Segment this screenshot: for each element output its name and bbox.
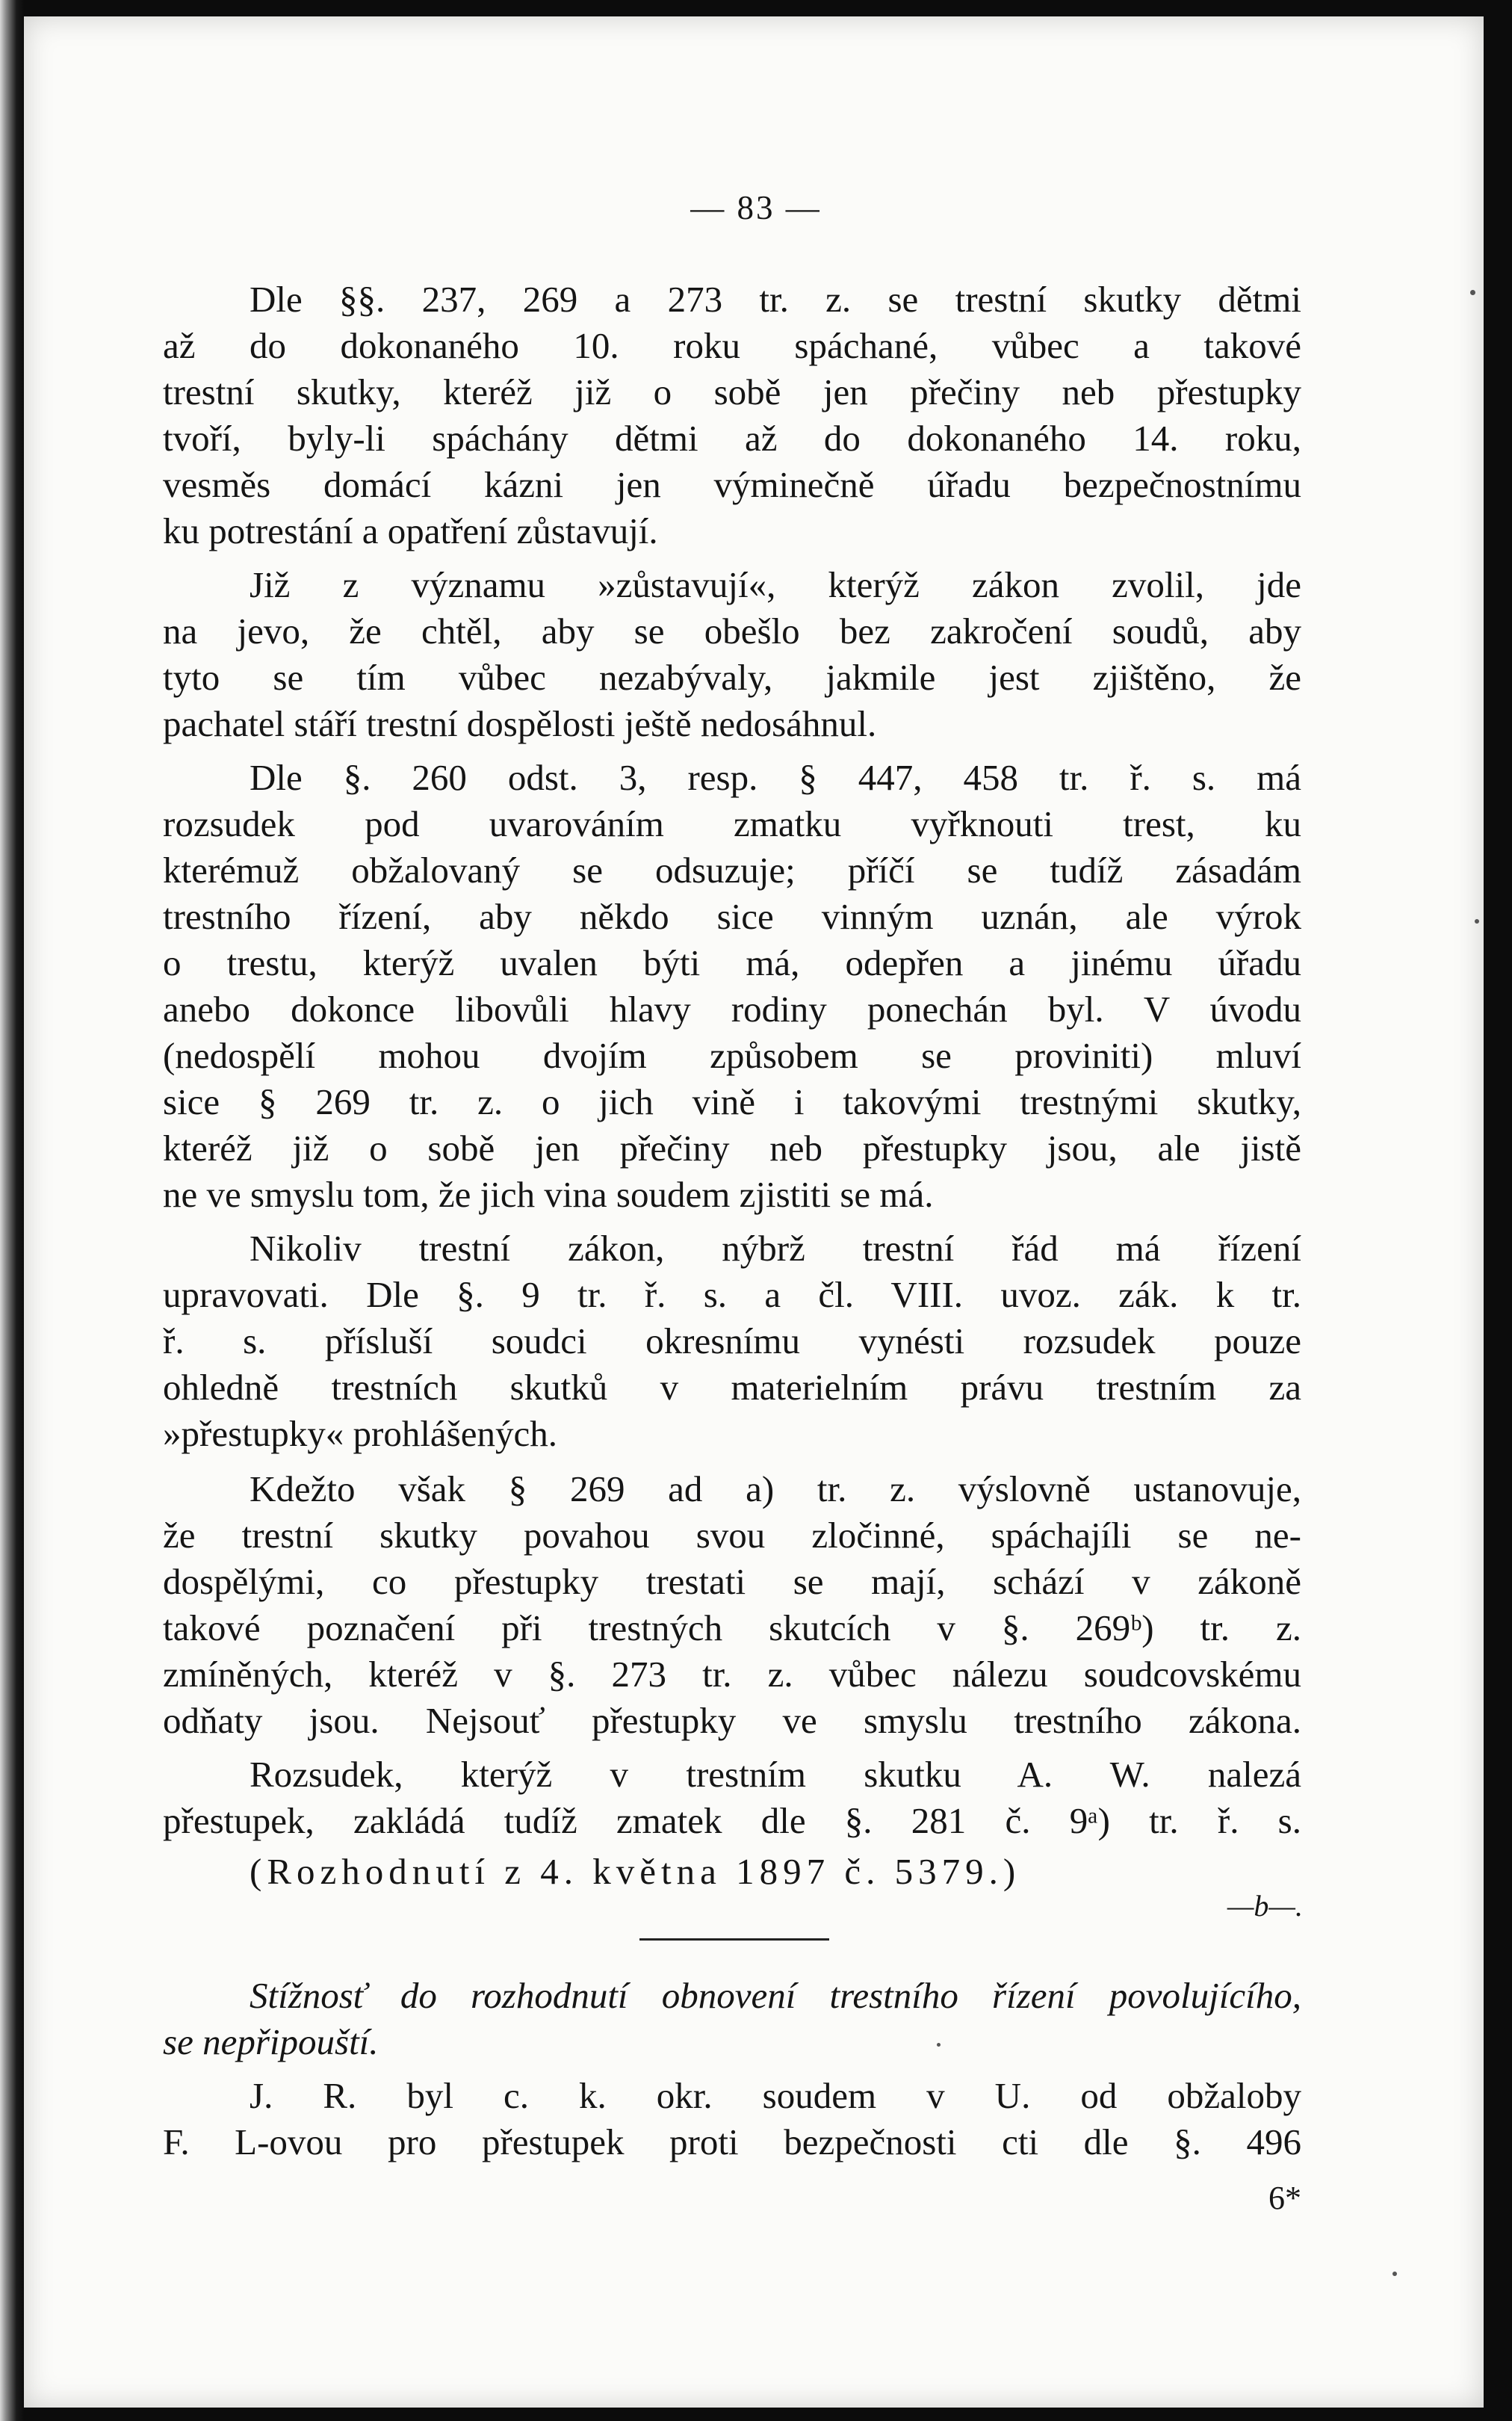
text-line: až do dokonaného 10. roku spáchané, vůbec a takové xyxy=(163,325,1301,366)
text-line: rozsudek pod uvarováním zmatku vyřknouti trest, ku xyxy=(163,803,1301,844)
text-line: takové poznačení při trestných skutcích v §. 269ᵇ) tr. z. xyxy=(163,1607,1301,1648)
text-line: Dle §. 260 odst. 3, resp. § 447, 458 tr. ř. s. má xyxy=(250,757,1301,798)
page-number: — 83 — xyxy=(690,189,822,226)
text-line: Nikoliv trestní zákon, nýbrž trestní řád má řízení xyxy=(250,1228,1301,1269)
text-line: Rozsudek, kterýž v trestním skutku A. W. nalezá xyxy=(250,1754,1301,1795)
text-line: dospělými, co přestupky trestati se mají, schází v zákoně xyxy=(163,1561,1301,1602)
binding-edge xyxy=(0,0,24,2421)
text-line: kteréž již o sobě jen přečiny neb přestupky jsou, ale jistě xyxy=(163,1128,1301,1169)
text-line: F. L-ovou pro přestupek proti bezpečnosti cti dle §. 496 xyxy=(163,2121,1301,2162)
text-line: sice § 269 tr. z. o jich vině i takovými trestnými skutky, xyxy=(163,1081,1301,1122)
text-line: pachatel stáří trestní dospělosti ještě nedosáhnul. xyxy=(163,703,877,744)
text-line: přestupek, zakládá tudíž zmatek dle §. 281 č. 9ᵃ) tr. ř. s. xyxy=(163,1800,1301,1841)
text-line: »přestupky« prohlášených. xyxy=(163,1413,557,1454)
text-line: (nedospělí mohou dvojím způsobem se proviniti) mluví xyxy=(163,1035,1301,1076)
section-divider xyxy=(639,1938,829,1941)
text-line: upravovati. Dle §. 9 tr. ř. s. a čl. VIII. uvoz. zák. k tr. xyxy=(163,1274,1301,1315)
headnote-line: se nepřipouští. xyxy=(163,2021,379,2062)
text-line: že trestní skutky povahou svou zločinné, spáchajíli se ne- xyxy=(163,1515,1301,1556)
text-line: J. R. byl c. k. okr. soudem v U. od obžaloby xyxy=(250,2075,1301,2116)
text-line: ne ve smyslu tom, že jich vina soudem zjistiti se má. xyxy=(163,1174,934,1215)
text-line: odňaty jsou. Nejsouť přestupky ve smyslu trestního zákona. xyxy=(163,1700,1301,1741)
text-line: ku potrestání a opatření zůstavují. xyxy=(163,510,658,551)
text-line: tvoří, byly-li spáchány dětmi až do dokonaného 14. roku, xyxy=(163,418,1301,459)
headnote-line: Stížnosť do rozhodnutí obnovení trestního řízení povolujícího, xyxy=(250,1975,1301,2016)
text-line: trestního řízení, aby někdo sice vinným uznán, ale výrok xyxy=(163,896,1301,937)
text-line: trestní skutky, kteréž již o sobě jen přečiny neb přestupky xyxy=(163,371,1301,412)
decision-reference: (Rozhodnutí z 4. května 1897 č. 5379.) xyxy=(250,1851,1021,1892)
text-line: vesměs domácí kázni jen výminečně úřadu bezpečnostnímu xyxy=(163,464,1301,505)
author-signature: —b—. xyxy=(1227,1889,1303,1923)
text-line: anebo dokonce libovůli hlavy rodiny ponechán byl. V úvodu xyxy=(163,989,1301,1030)
text-line: kterémuž obžalovaný se odsuzuje; příčí se tudíž zásadám xyxy=(163,850,1301,891)
scan-speck xyxy=(1392,2272,1397,2276)
text-line: Již z významu »zůstavují«, kterýž zákon zvolil, jde xyxy=(250,564,1301,605)
scan-speck xyxy=(937,2043,941,2047)
text-line: ř. s. přísluší soudci okresnímu vynésti rozsudek pouze xyxy=(163,1320,1301,1361)
text-line: zmíněných, kteréž v §. 273 tr. z. vůbec nálezu soudcovskému xyxy=(163,1654,1301,1695)
text-line: Kdežto však § 269 ad a) tr. z. výslovně ustanovuje, xyxy=(250,1468,1301,1509)
scan-speck xyxy=(1470,290,1475,295)
scan-speck xyxy=(1475,919,1479,924)
signature-mark: 6* xyxy=(1268,2180,1301,2216)
text-line: Dle §§. 237, 269 a 273 tr. z. se trestní skutky dětmi xyxy=(250,279,1301,320)
text-line: tyto se tím vůbec nezabývaly, jakmile jest zjištěno, že xyxy=(163,657,1301,698)
text-line: na jevo, že chtěl, aby se obešlo bez zakročení soudů, aby xyxy=(163,610,1301,652)
text-line: ohledně trestních skutků v materielním právu trestním za xyxy=(163,1367,1301,1408)
text-line: o trestu, kterýž uvalen býti má, odepřen a jinému úřadu xyxy=(163,942,1301,983)
